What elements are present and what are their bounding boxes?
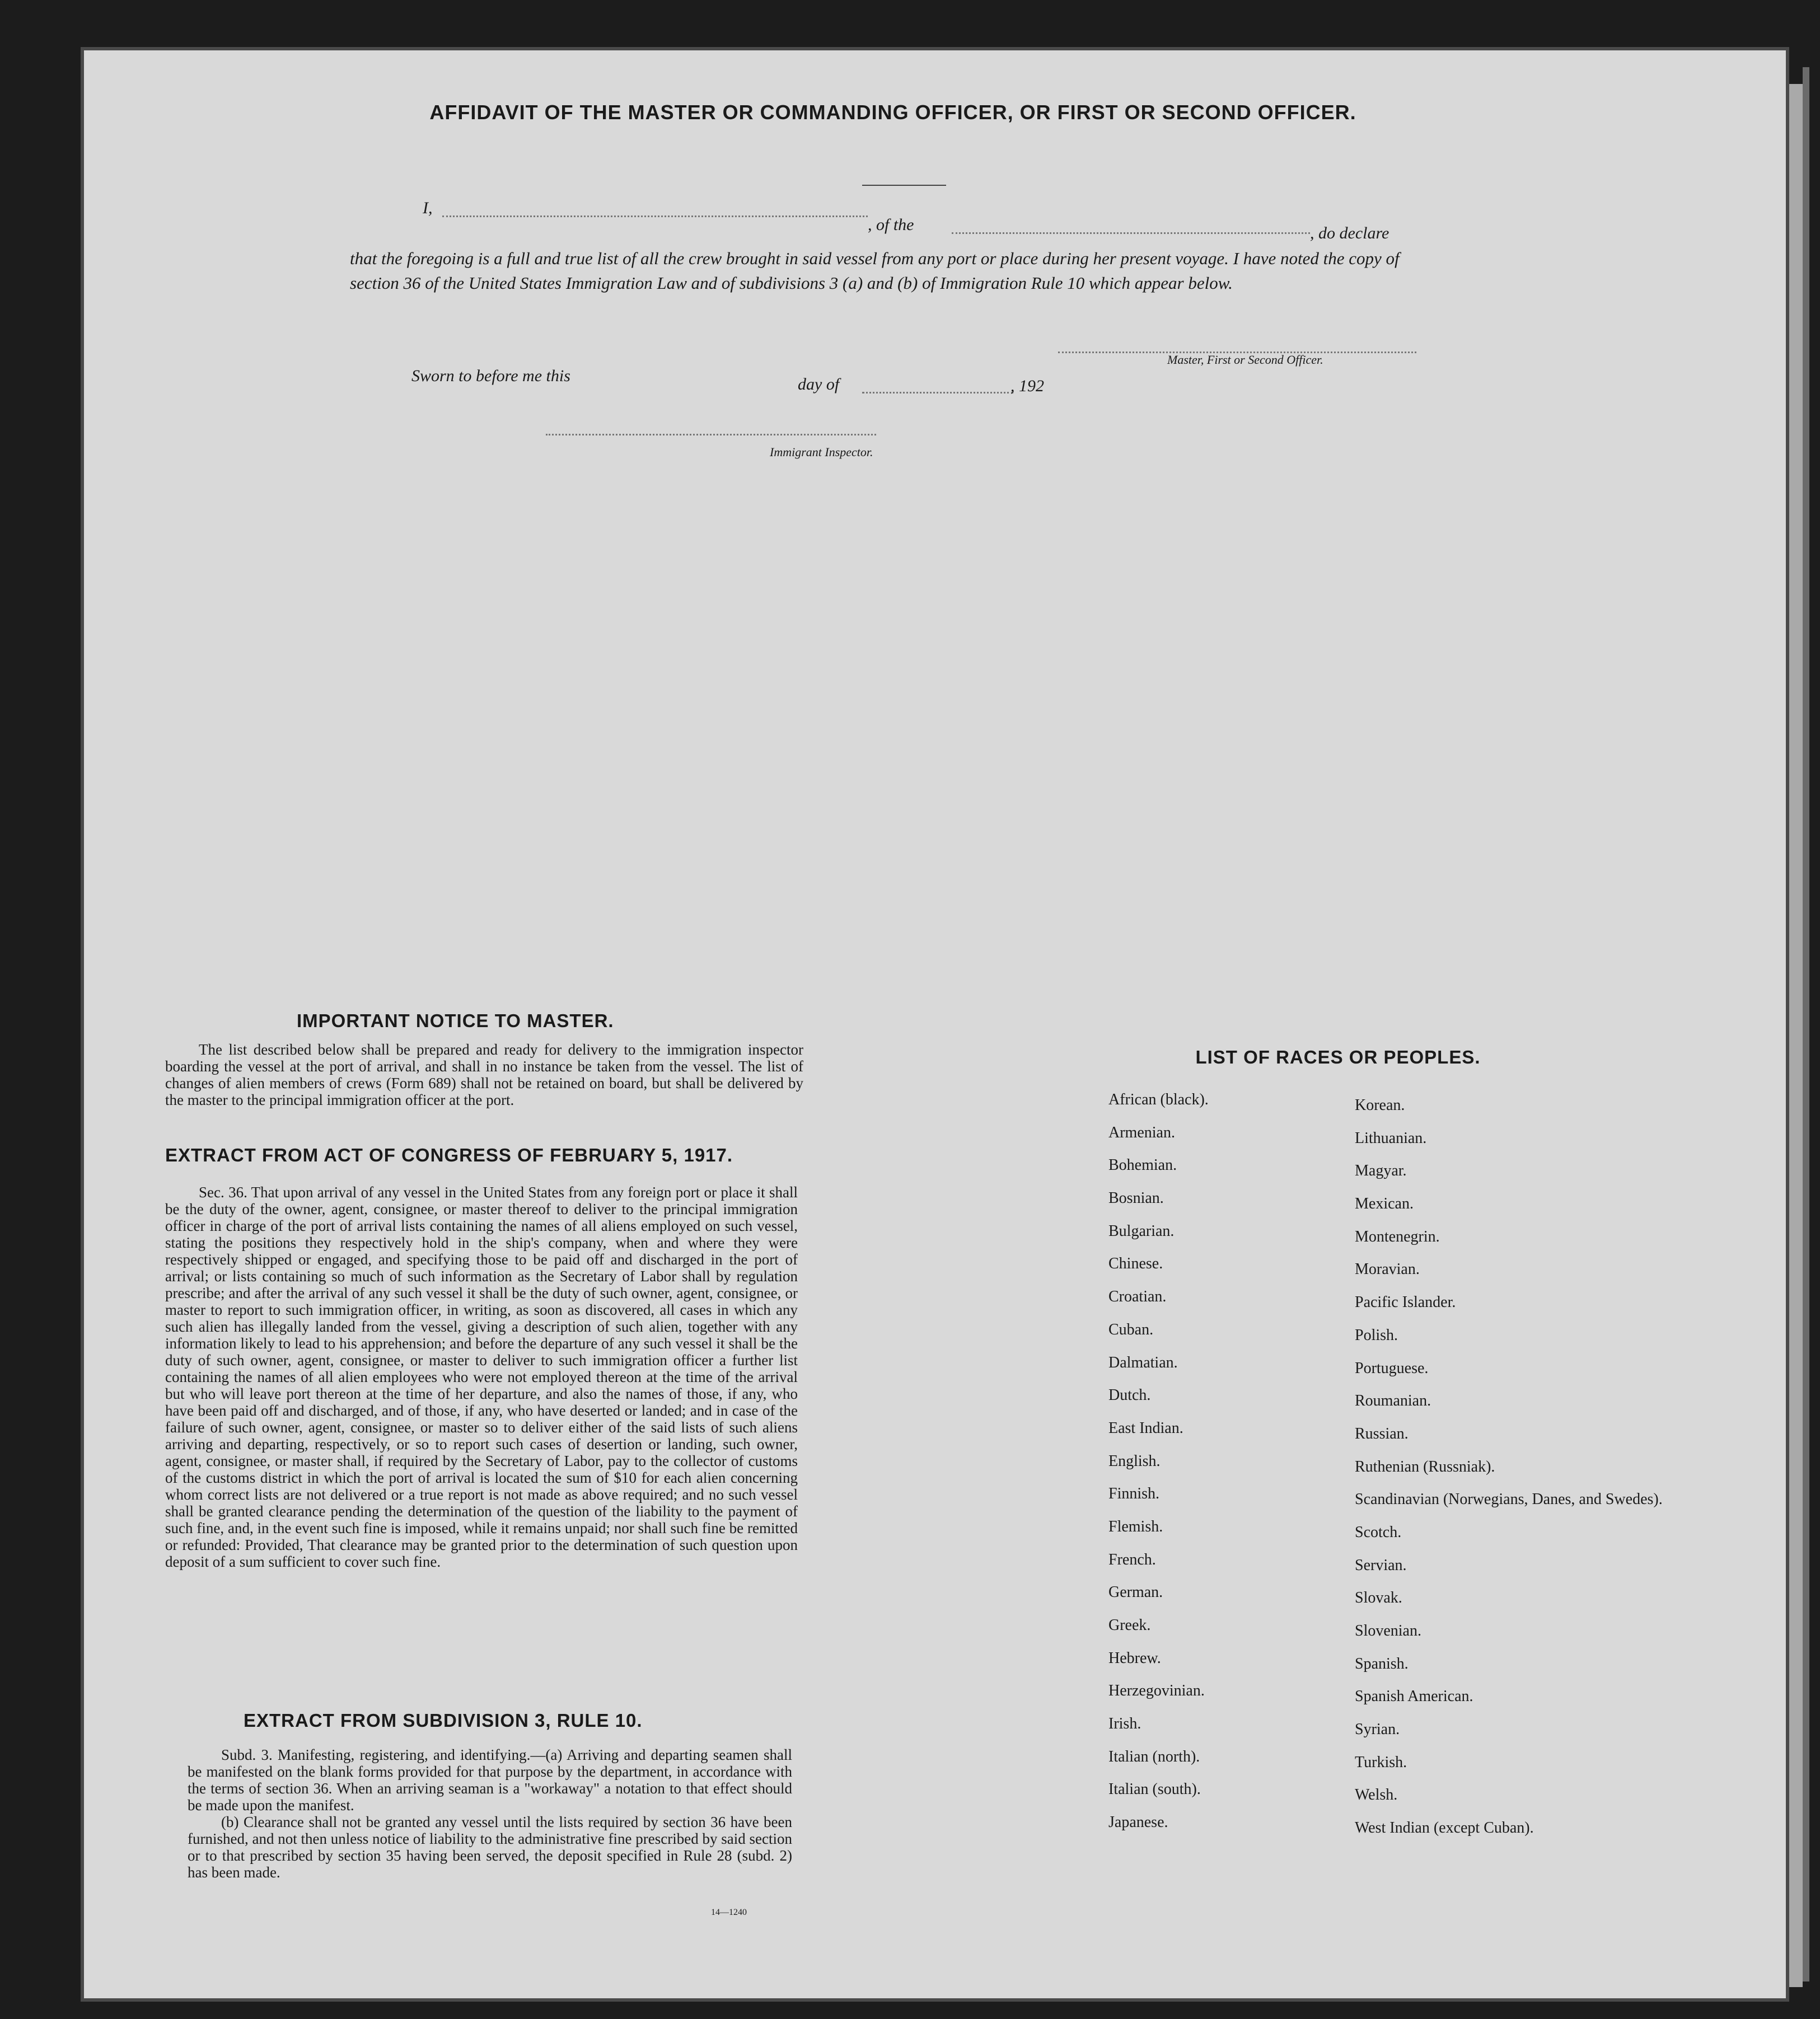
race-item: Flemish. (1108, 1517, 1163, 1535)
race-item: Dutch. (1108, 1386, 1151, 1404)
rule-extract-text: Subd. 3. Manifesting, registering, and identifying.—(a) Arriving and departing seamen shall be manifested on the blank forms provided for that purpose by the department, in accordance with the terms of section 36. When an arriving seaman is a "workaway" a notation to that effect should be made upon the manifest. (b) Clearance shall not be granted any vessel until the lists required by section 36 have been furnished, and not then unless notice of liability to the administrative fine prescribed by said section or to that prescribed by section 35 having been served, the deposit specified in Rule 28 (subd. 2) has been made. (188, 1746, 792, 1881)
day-of-label: day of (798, 375, 840, 394)
race-item: English. (1108, 1452, 1161, 1470)
race-item: German. (1108, 1584, 1163, 1601)
year-label: , 192 (1010, 377, 1044, 395)
race-item: Scotch. (1355, 1523, 1402, 1541)
race-item: Italian (north). (1108, 1748, 1200, 1765)
race-item: Lithuanian. (1355, 1129, 1427, 1147)
race-item: Armenian. (1108, 1123, 1175, 1141)
race-item: Russian. (1355, 1425, 1409, 1442)
race-item: Spanish American. (1355, 1688, 1473, 1706)
date-blank (862, 392, 1013, 394)
title-rule (862, 185, 946, 186)
page-stack-edge-light (1786, 84, 1803, 1987)
race-item: Scandinavian (Norwegians, Danes, and Swedes). (1355, 1491, 1663, 1509)
notice-text: The list described below shall be prepared and ready for delivery to the immigration inspector boarding the vessel at the port of arrival, and shall in no instance be taken from the vessel. The list of changes of alien members of crews (Form 689) shall not be retained on board, but shall be delivered by the master to the principal immigration officer at the port. (165, 1041, 803, 1108)
inspector-signature-blank (546, 434, 876, 435)
race-item: Bosnian. (1108, 1189, 1164, 1207)
vessel-blank (952, 232, 1310, 234)
race-item: Roumanian. (1355, 1392, 1431, 1410)
race-item: Chinese. (1108, 1255, 1163, 1273)
race-item: Slovak. (1355, 1589, 1402, 1607)
race-item: Mexican. (1355, 1195, 1414, 1213)
race-item: Polish. (1355, 1326, 1398, 1344)
act-extract-title: EXTRACT FROM ACT OF CONGRESS OF FEBRUARY 5, 1917. (165, 1145, 733, 1165)
page-stack-edge (1803, 67, 1809, 1981)
race-item: Montenegrin. (1355, 1228, 1440, 1245)
race-item: Irish. (1108, 1715, 1141, 1733)
name-blank (442, 216, 868, 217)
race-item: West Indian (except Cuban). (1355, 1819, 1534, 1837)
race-item: Herzegovinian. (1108, 1682, 1205, 1700)
rule-extract-title: EXTRACT FROM SUBDIVISION 3, RULE 10. (244, 1710, 643, 1731)
race-item: Croatian. (1108, 1288, 1167, 1306)
race-item: Pacific Islander. (1355, 1294, 1456, 1311)
race-item: Japanese. (1108, 1814, 1168, 1831)
race-item: Turkish. (1355, 1753, 1407, 1771)
race-item: Finnish. (1108, 1485, 1160, 1503)
race-item: Dalmatian. (1108, 1353, 1178, 1371)
races-left-column (1108, 1092, 1209, 1847)
race-item: African (black). (1108, 1091, 1209, 1108)
declaration-text: that the foregoing is a full and true list of all the crew brought in said vessel from any port or place during her present voyage. I have noted the copy of section 36 of the United States Immigration Law and of subdivisions 3 (a) and (b) of Immigration Rule 10 which appear below. (350, 249, 1400, 293)
race-item: Italian (south). (1108, 1781, 1201, 1798)
act-extract-text: Sec. 36. That upon arrival of any vessel in the United States from any foreign port or place it shall be the duty of the owner, agent, consignee, or master thereof to deliver to the principal immigration officer in charge of the port of arrival lists containing the names of all aliens employed on such vessel, stating the positions they respectively hold in the ship's company, when and where they were respectively shipped or engaged, and specifying those to be paid off and discharged in the port of arrival; or lists containing so much of such information as the Secretary of Labor shall by regulation prescribe; and after the arrival of any such vessel it shall be the duty of such owner, agent, consignee, or master to report to such immigration officer, in writing, as soon as discovered, all cases in which any such alien has illegally landed from the vessel, giving a description of such alien, together with any information likely to lead to his apprehension; and before the departure of any such vessel it shall be the duty of such owner, agent, consignee, or master to deliver to such immigration officer a further list containing the names of all alien employees who were not employed thereon at the time of the arrival but who will leave port thereon at the time of her departure, and also the names of those, if any, who have been paid off and discharged, and of those, if any, who have deserted or landed; and in case of the failure of such owner, agent, consignee, or master so to deliver either of the said lists of such aliens arriving and departing, respectively, or so to report such cases of desertion or landing, such owner, agent, consignee, or master shall, if required by the Secretary of Labor, pay to the collector of customs of the customs district in which the port of arrival is located the sum of $10 for each alien concerning whom correct lists are not delivered or a true report is not made as above required; and no such vessel shall be granted clearance pending the determination of the question of the liability to the payment of such fine, and, in the event such fine is imposed, while it remains unpaid; nor shall such fine be remitted or refunded: Provided, That clearance may be granted prior to the determination of such question upon deposit of a sum sufficient to cover such fine. (165, 1184, 798, 1570)
do-declare-label: , do declare (1310, 224, 1389, 242)
race-item: Portuguese. (1355, 1359, 1429, 1377)
races-title: LIST OF RACES OR PEOPLES. (1195, 1047, 1481, 1067)
race-item: Bohemian. (1108, 1156, 1177, 1174)
race-item: Welsh. (1355, 1786, 1398, 1804)
race-item: Bulgarian. (1108, 1222, 1175, 1240)
sworn-label: Sworn to before me this (411, 367, 570, 385)
race-item: Korean. (1355, 1097, 1405, 1114)
race-item: Servian. (1355, 1556, 1407, 1574)
notice-title: IMPORTANT NOTICE TO MASTER. (297, 1010, 614, 1031)
race-item: Spanish. (1355, 1655, 1409, 1673)
of-the-label: , of the (868, 216, 914, 234)
race-item: Slovenian. (1355, 1622, 1421, 1639)
form-number: 14—1240 (711, 1908, 747, 1917)
race-item: Syrian. (1355, 1721, 1400, 1739)
race-item: Cuban. (1108, 1320, 1154, 1338)
race-item: Magyar. (1355, 1162, 1407, 1180)
race-item: East Indian. (1108, 1419, 1183, 1437)
race-item: Hebrew. (1108, 1649, 1161, 1667)
i-label: I, (423, 199, 433, 217)
race-item: French. (1108, 1550, 1156, 1568)
races-right-column (1355, 1097, 1663, 1853)
race-item: Greek. (1108, 1617, 1151, 1634)
affidavit-title: AFFIDAVIT OF THE MASTER OR COMMANDING OFFICER, OR FIRST OR SECOND OFFICER. (429, 101, 1356, 124)
race-item: Moravian. (1355, 1261, 1420, 1278)
race-item: Ruthenian (Russniak). (1355, 1458, 1495, 1475)
officer-label: Master, First or Second Officer. (1167, 353, 1323, 367)
inspector-label: Immigrant Inspector. (770, 445, 873, 459)
